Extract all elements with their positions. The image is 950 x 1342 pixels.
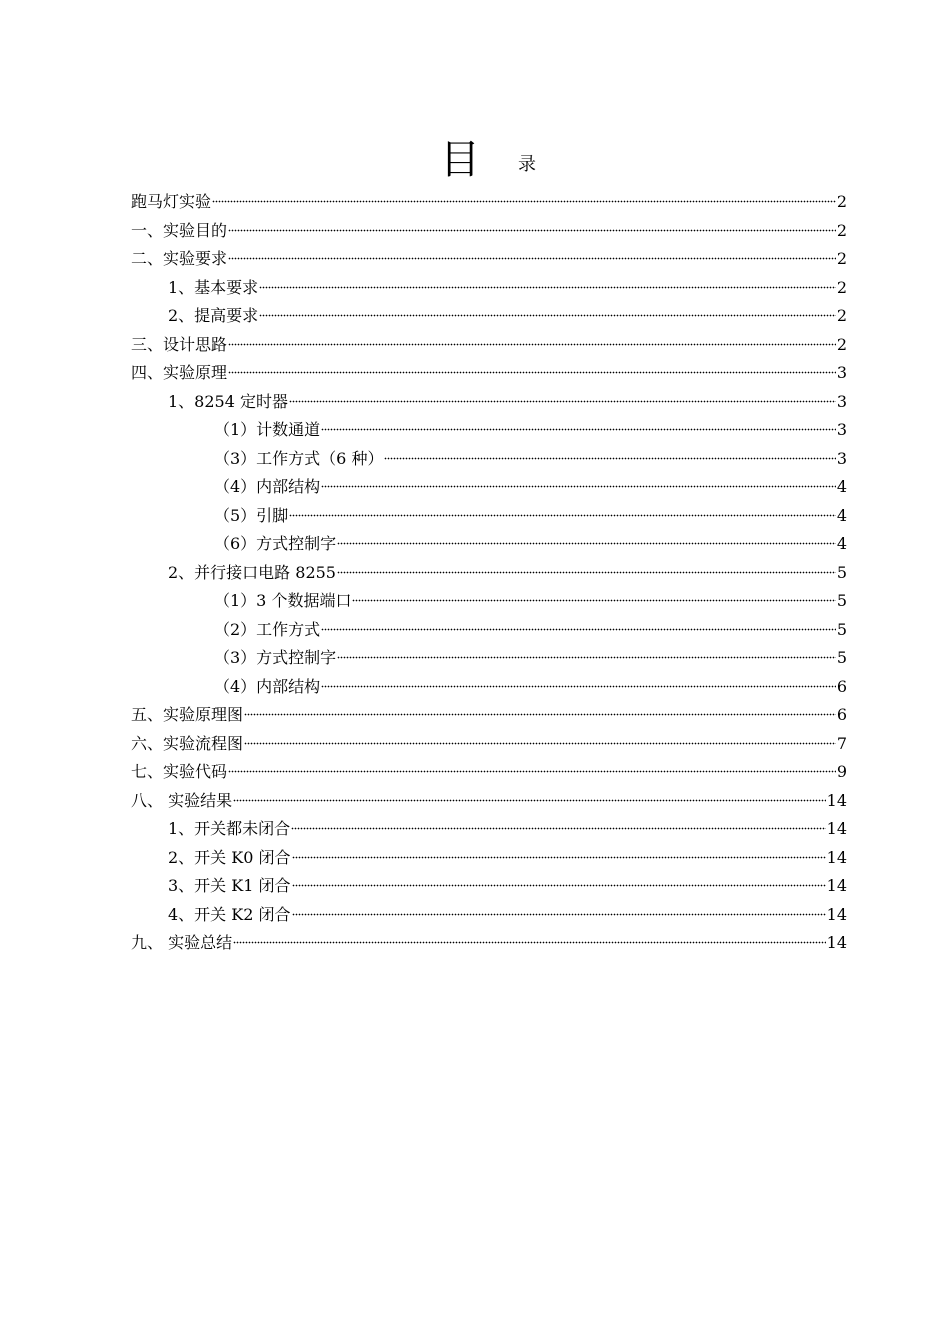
toc-entry[interactable] xyxy=(131,302,847,331)
toc-entry[interactable] xyxy=(131,388,847,417)
toc-dot-leader xyxy=(337,539,836,545)
toc-dot-leader xyxy=(228,368,836,374)
toc-entry-label: （5）引脚 xyxy=(214,505,289,525)
toc-entry-label: （2）工作方式 xyxy=(214,619,321,639)
toc-entry-page-number: 4 xyxy=(836,534,847,553)
toc-entry[interactable] xyxy=(131,587,847,616)
toc-dot-leader xyxy=(321,425,836,431)
toc-dot-leader xyxy=(292,910,826,916)
toc-dot-leader xyxy=(244,739,836,745)
toc-entry[interactable] xyxy=(131,644,847,673)
toc-entry[interactable] xyxy=(131,758,847,787)
toc-entry[interactable] xyxy=(131,502,847,531)
toc-dot-leader xyxy=(233,796,826,802)
toc-entry-page-number: 4 xyxy=(836,477,847,496)
toc-entry-page-number: 6 xyxy=(836,705,847,724)
toc-dot-leader xyxy=(337,568,836,574)
toc-entry-page-number: 9 xyxy=(836,762,847,781)
toc-entry-page-number: 5 xyxy=(836,591,847,610)
toc-entry[interactable] xyxy=(131,473,847,502)
toc-dot-leader xyxy=(289,511,836,517)
toc-entry[interactable] xyxy=(131,815,847,844)
toc-dot-leader xyxy=(292,853,826,859)
toc-dot-leader xyxy=(291,824,825,830)
toc-entry-label: 一、实验目的 xyxy=(131,220,228,240)
toc-entry-label: 九、 实验总结 xyxy=(131,933,233,952)
toc-entry-page-number: 5 xyxy=(836,619,847,639)
toc-title-main: 目 xyxy=(440,137,480,183)
toc-entry[interactable] xyxy=(131,245,847,274)
toc-title xyxy=(0,138,950,182)
toc-entry-page-number: 2 xyxy=(836,220,847,240)
toc-entry-page-number: 5 xyxy=(836,562,847,582)
toc-entry-page-number: 2 xyxy=(836,277,847,297)
toc-entry[interactable] xyxy=(131,929,847,958)
toc-entry[interactable] xyxy=(131,359,847,388)
toc-entry-page-number: 7 xyxy=(836,733,847,753)
toc-entry-label: 2、开关 K0 闭合 xyxy=(168,847,291,867)
toc-entry-page-number: 3 xyxy=(836,391,847,411)
toc-entry-label: 七、实验代码 xyxy=(131,762,228,781)
toc-entry[interactable] xyxy=(131,787,847,816)
toc-entry[interactable] xyxy=(131,188,847,217)
toc-entry-label: （3）方式控制字 xyxy=(214,648,337,667)
toc-entry[interactable] xyxy=(131,844,847,873)
toc-dot-leader xyxy=(212,197,836,203)
toc-entry[interactable] xyxy=(131,616,847,645)
toc-entry-label: （1）3 个数据端口 xyxy=(214,591,352,610)
toc-entry-page-number: 2 xyxy=(836,306,847,325)
toc-dot-leader xyxy=(259,311,836,317)
toc-entry[interactable] xyxy=(131,274,847,303)
toc-entry-label: 2、并行接口电路 8255 xyxy=(168,562,336,582)
toc-entry[interactable] xyxy=(131,217,847,246)
toc-entry-label: （4）内部结构 xyxy=(214,477,321,496)
toc-entry[interactable] xyxy=(131,730,847,759)
toc-dot-leader xyxy=(292,881,826,887)
toc-entry-label: （4）内部结构 xyxy=(214,676,321,696)
toc-entry-label: 三、设计思路 xyxy=(131,334,228,354)
toc-dot-leader xyxy=(337,653,836,659)
toc-dot-leader xyxy=(384,454,835,460)
toc-entry-page-number: 3 xyxy=(836,420,847,439)
toc-entry-page-number: 2 xyxy=(836,334,847,354)
toc-entry[interactable] xyxy=(131,416,847,445)
toc-dot-leader xyxy=(321,682,836,688)
toc-entry-label: 五、实验原理图 xyxy=(131,705,244,724)
toc-dot-leader xyxy=(244,710,836,716)
toc-dot-leader xyxy=(321,625,836,631)
toc-entry-label: 2、提高要求 xyxy=(168,306,259,325)
toc-entry[interactable] xyxy=(131,445,847,474)
toc-entry[interactable] xyxy=(131,530,847,559)
toc-entry-page-number: 2 xyxy=(836,249,847,268)
toc-entry-page-number: 3 xyxy=(836,363,847,382)
toc-entry-page-number: 14 xyxy=(826,933,847,952)
toc-entry-label: 跑马灯实验 xyxy=(131,192,212,211)
toc-entry[interactable] xyxy=(131,872,847,901)
toc-dot-leader xyxy=(352,596,835,602)
toc-entry-label: （6）方式控制字 xyxy=(214,534,337,553)
toc-dot-leader xyxy=(233,938,826,944)
toc-entry-page-number: 5 xyxy=(836,648,847,667)
toc-entry[interactable] xyxy=(131,901,847,930)
toc-entry-label: （3）工作方式（6 种） xyxy=(214,448,384,468)
toc-dot-leader xyxy=(228,340,836,346)
toc-entry[interactable] xyxy=(131,673,847,702)
toc-entry[interactable] xyxy=(131,331,847,360)
toc-dot-leader xyxy=(259,283,836,289)
toc-entry-page-number: 3 xyxy=(836,448,847,468)
toc-entry-label: 3、开关 K1 闭合 xyxy=(168,876,291,895)
toc-entry-label: 1、8254 定时器 xyxy=(168,391,288,411)
table-of-contents xyxy=(131,188,847,958)
toc-dot-leader xyxy=(228,226,836,232)
toc-entry-label: 二、实验要求 xyxy=(131,249,228,268)
toc-entry-page-number: 14 xyxy=(826,819,847,838)
toc-entry-label: 1、开关都未闭合 xyxy=(168,819,291,838)
toc-entry-page-number: 6 xyxy=(836,676,847,696)
toc-entry[interactable] xyxy=(131,701,847,730)
toc-entry-label: 六、实验流程图 xyxy=(131,733,244,753)
toc-entry-label: 四、实验原理 xyxy=(131,363,228,382)
toc-entry-page-number: 14 xyxy=(826,904,847,924)
toc-entry-label: 4、开关 K2 闭合 xyxy=(168,904,291,924)
toc-entry-label: （1）计数通道 xyxy=(214,420,321,439)
toc-entry-page-number: 14 xyxy=(826,847,847,867)
toc-entry-label: 1、基本要求 xyxy=(168,277,259,297)
toc-title-suffix: 录 xyxy=(518,154,536,175)
toc-entry-page-number: 14 xyxy=(826,790,847,810)
toc-entry-page-number: 2 xyxy=(836,192,847,211)
toc-dot-leader xyxy=(228,254,836,260)
toc-entry-page-number: 14 xyxy=(826,876,847,895)
toc-entry-page-number: 4 xyxy=(836,505,847,525)
toc-dot-leader xyxy=(289,397,836,403)
toc-entry[interactable] xyxy=(131,559,847,588)
toc-entry-label: 八、 实验结果 xyxy=(131,790,233,810)
toc-dot-leader xyxy=(321,482,836,488)
toc-dot-leader xyxy=(228,767,836,773)
